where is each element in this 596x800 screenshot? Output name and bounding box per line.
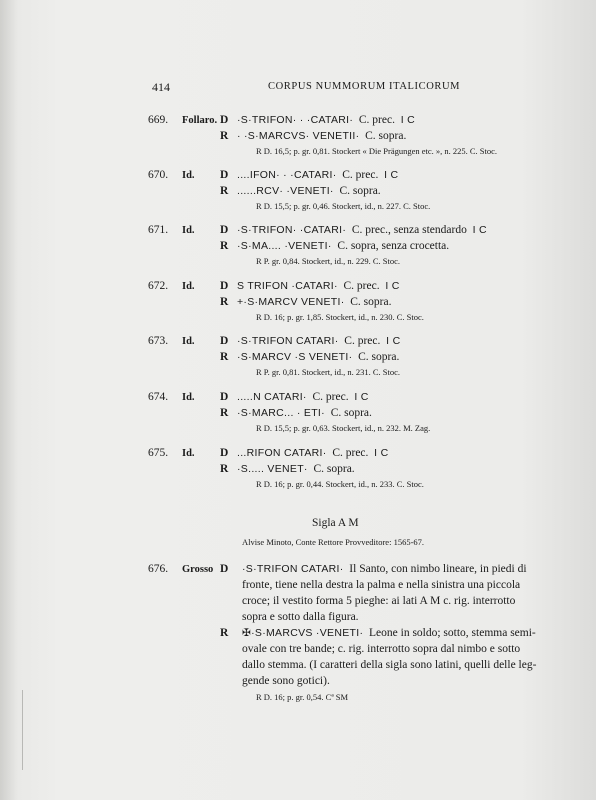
page-fold-shadow: [22, 690, 23, 770]
obverse-mark: D: [220, 114, 229, 126]
obverse-legend: ·S·TRIFON CATARI·: [242, 563, 344, 575]
obverse-mark: D: [220, 169, 229, 181]
entry-note: R D. 16; p. gr. 1,85. Stockert, id., n. 230. C. Stoc.: [256, 312, 424, 322]
reverse-legend: ·S·MA.... ·VENETI·: [237, 240, 332, 252]
reverse-line: [237, 130, 406, 142]
reverse-description: C. sopra.: [330, 407, 372, 419]
denomination: Id.: [182, 448, 195, 459]
denomination: Grosso: [182, 564, 214, 575]
entry-number: 670.: [148, 169, 169, 181]
reverse-line: [237, 351, 399, 363]
reverse-text-line: ovale con tre bande; c. rig. interrotto sopra dal nimbo e sotto: [242, 643, 521, 655]
sigla-letters: I C: [400, 114, 416, 126]
sigla-letters: I C: [472, 224, 487, 236]
obverse-mark: D: [220, 391, 229, 403]
entry-note: R P. gr. 0,84. Stockert, id., n. 229. C. Stoc.: [256, 256, 401, 266]
reverse-description: C. sopra.: [339, 185, 381, 197]
denomination: Id.: [182, 170, 195, 181]
reverse-legend: · ·S·MARCVS· VENETII·: [237, 130, 360, 142]
reverse-description: C. sopra, senza crocetta.: [337, 240, 450, 252]
obverse-legend: .....N CATARI·: [237, 391, 307, 403]
obverse-mark: D: [220, 280, 229, 292]
entry-number: 673.: [148, 335, 169, 347]
obverse-description: C. prec.: [344, 335, 381, 347]
obverse-line: [237, 335, 400, 347]
reverse-line: [237, 407, 372, 419]
page-number: 414: [152, 80, 170, 94]
obverse-legend: S TRIFON ·CATARI·: [237, 280, 338, 292]
entry-note: R P. gr. 0,81. Stockert, id., n. 231. C. Stoc.: [256, 367, 401, 377]
reverse-mark: R: [220, 463, 229, 475]
obverse-line: [237, 391, 369, 403]
reverse-description: C. sopra.: [358, 351, 400, 363]
entry-note: R D. 16; p. gr. 0,54. Cª SM: [256, 692, 349, 702]
obverse-text-line: croce; il vestito forma 5 pieghe: ai lati A M c. rig. interrotto: [242, 595, 516, 607]
sigla-letters: I C: [385, 280, 400, 292]
reverse-text-line: gende sono gotici).: [242, 675, 330, 687]
denomination: Id.: [182, 225, 195, 236]
obverse-legend: ·S·TRIFON· · ·CATARI·: [237, 114, 354, 126]
sigla-letters: I C: [384, 169, 399, 181]
entry-number: 669.: [148, 114, 169, 126]
denomination: Follaro.: [182, 115, 218, 126]
reverse-mark: R: [220, 351, 229, 363]
reverse-mark: R: [220, 240, 229, 252]
reverse-description: C. sopra.: [313, 463, 355, 475]
rettore-line: Alvise Minoto, Conte Rettore Provveditore: 1565-67.: [242, 537, 425, 547]
reverse-description: C. sopra.: [365, 130, 407, 142]
obverse-line: [237, 447, 389, 459]
obverse-legend: ·S·TRIFON CATARI·: [237, 335, 339, 347]
obverse-legend: ·S·TRIFON· ·CATARI·: [237, 224, 347, 236]
entry-number: 674.: [148, 391, 169, 403]
reverse-mark: R: [220, 130, 229, 142]
entry-number: 675.: [148, 447, 169, 459]
obverse-first-line: [242, 563, 527, 575]
sigla-letters: I C: [354, 391, 369, 403]
obverse-text-line: fronte, tiene nella destra la palma e nella sinistra una piccola: [242, 579, 521, 591]
entry-number: 676.: [148, 563, 169, 575]
obverse-description: C. prec.: [332, 447, 369, 459]
entry-note: R D. 15,5; p. gr. 0,46. Stockert, id., n. 227. C. Stoc.: [256, 201, 431, 211]
denomination: Id.: [182, 281, 195, 292]
obverse-legend: ...RIFON CATARI·: [237, 447, 327, 459]
reverse-legend: ·S·MARCV ·S VENETI·: [237, 351, 353, 363]
reverse-mark: R: [220, 627, 229, 639]
entry-note: R D. 16,5; p. gr. 0,81. Stockert « Die Prägungen etc. », n. 225. C. Stoc.: [256, 146, 498, 156]
obverse-description: C. prec.: [358, 114, 395, 126]
entry-note: R D. 15,5; p. gr. 0,63. Stockert, id., n. 232. M. Zag.: [256, 423, 431, 433]
obverse-description: C. prec., senza stendardo: [351, 224, 467, 236]
denomination: Id.: [182, 336, 195, 347]
entry-note: R D. 16; p. gr. 0,44. Stockert, id., n. 233. C. Stoc.: [256, 479, 424, 489]
reverse-mark: R: [220, 407, 229, 419]
reverse-mark: R: [220, 296, 229, 308]
entry-number: 671.: [148, 224, 169, 236]
reverse-text-line: Leone in soldo; sotto, stemma semi-: [369, 627, 536, 639]
reverse-description: C. sopra.: [350, 296, 392, 308]
denomination: Id.: [182, 392, 195, 403]
obverse-description: C. prec.: [343, 280, 380, 292]
obverse-mark: D: [220, 563, 229, 575]
reverse-line: [237, 463, 355, 475]
obverse-mark: D: [220, 224, 229, 236]
reverse-line: [237, 185, 381, 197]
sigla-heading: Sigla A M: [312, 517, 359, 529]
reverse-text-line: dallo stemma. (I caratteri della sigla sono latini, quelli delle leg-: [242, 659, 537, 671]
running-title: CORPUS NUMMORUM ITALICORUM: [268, 81, 461, 92]
reverse-legend: ·S..... VENET·: [237, 463, 308, 475]
reverse-legend: ......RCV· ·VENETI·: [237, 185, 334, 197]
obverse-text-line: sopra e sotto dalla figura.: [242, 611, 359, 623]
obverse-mark: D: [220, 447, 229, 459]
reverse-mark: R: [220, 185, 229, 197]
page-header: [0, 80, 596, 94]
obverse-line: [237, 224, 487, 236]
obverse-description: C. prec.: [312, 391, 349, 403]
obverse-line: [237, 169, 398, 181]
obverse-line: [237, 114, 415, 126]
reverse-legend: +·S·MARCV VENETI·: [237, 296, 345, 308]
reverse-legend: ·S·MARC... · ETI·: [237, 407, 325, 419]
reverse-first-line: [242, 627, 536, 639]
entry-number: 672.: [148, 280, 169, 292]
reverse-line: [237, 240, 449, 252]
sigla-letters: I C: [386, 335, 401, 347]
obverse-legend: ....IFON· · ·CATARI·: [237, 169, 337, 181]
reverse-line: [237, 296, 391, 308]
obverse-description: C. prec.: [342, 169, 379, 181]
sigla-letters: I C: [374, 447, 389, 459]
obverse-mark: D: [220, 335, 229, 347]
obverse-line: [237, 280, 400, 292]
obverse-text-line: Il Santo, con nimbo lineare, in piedi di: [349, 563, 527, 575]
reverse-legend: ✠·S·MARCVS ·VENETI·: [242, 627, 364, 639]
